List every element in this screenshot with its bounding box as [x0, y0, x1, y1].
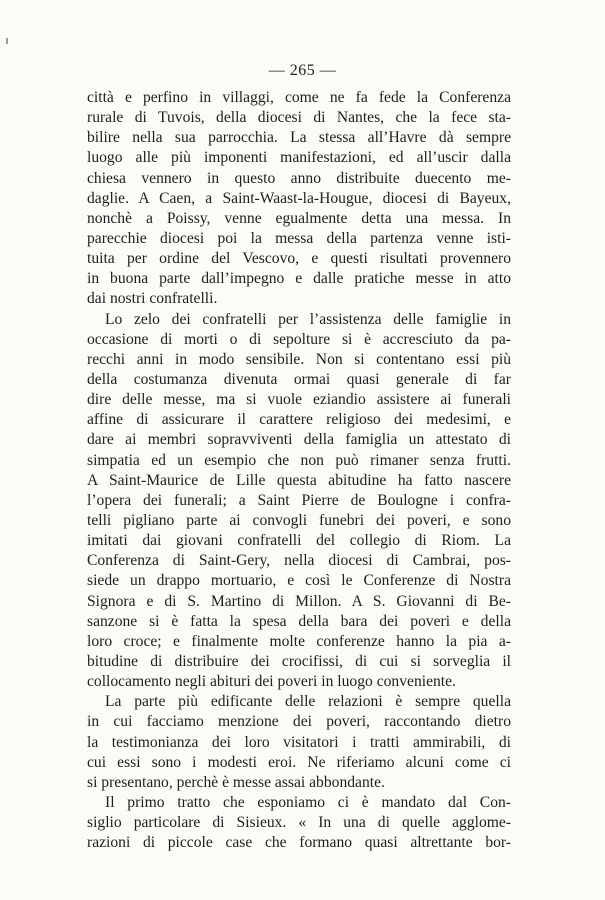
scan-speck: [6, 38, 8, 44]
text-line: la testimonianza dei loro visitatori i tratti ammirabili, di: [87, 733, 511, 751]
text-line: simpatia ed un esempio che non può rimaner senza frutti.: [87, 451, 511, 469]
text-line: Il primo tratto che esponiamo ci è mandato dal Con-: [105, 793, 511, 811]
text-line: della costumanza divenuta ormai quasi generale di far: [87, 370, 511, 388]
text-line: chiesa vennero in questo anno distribuite duecento me-: [87, 169, 511, 187]
text-line: Conferenza di Saint-Gery, nella diocesi di Cambrai, pos-: [87, 552, 511, 570]
text-line: razioni di piccole case che formano quasi altrettante bor-: [87, 834, 511, 852]
text-line: Lo zelo dei confratelli per l’assistenza delle famiglie in: [105, 310, 511, 328]
text-line: telli pigliano parte ai convogli funebri dei poveri, e sono: [87, 511, 511, 529]
text-line: in buona parte dall’impegno e dalle pratiche messe in atto: [87, 270, 511, 288]
text-line: collocamento negli abituri dei poveri in luogo conveniente.: [87, 673, 456, 691]
text-line: dai nostri confratelli.: [87, 290, 218, 308]
text-line: occasione di morti o di sepolture si è accresciuto da pa-: [87, 330, 511, 348]
text-line: bitudine di distribuire dei crocifissi, di cui si sorveglia il: [87, 652, 511, 670]
text-line: città e perfino in villaggi, come ne fa fede la Conferenza: [87, 89, 511, 106]
text-line: La parte più edificante delle relazioni è sempre quella: [105, 693, 511, 711]
text-line: Signora e di S. Martino di Millon. A S. Giovanni di Be-: [87, 592, 511, 610]
text-line: l’opera dei funerali; a Saint Pierre de Boulogne i confra-: [87, 491, 511, 509]
text-line: dare ai membri sopravviventi della famiglia un attestato di: [87, 431, 511, 449]
page-number: — 265 —: [268, 62, 337, 79]
text-line: parecchie diocesi poi la messa della partenza venne isti-: [87, 229, 511, 247]
text-line: rurale di Tuvois, della diocesi di Nantes, che la fece sta-: [87, 109, 511, 127]
text-line: siede un drappo mortuario, e così le Conferenze di Nostra: [87, 572, 511, 590]
text-line: imitati dai giovani confratelli del collegio di Riom. La: [87, 532, 511, 550]
text-line: tuita per ordine del Vescovo, e questi risultati provennero: [87, 250, 511, 268]
text-line: luogo alle più imponenti manifestazioni, ed all’uscir dalla: [87, 149, 511, 167]
text-line: in cui facciamo menzione dei poveri, raccontando dietro: [87, 713, 511, 731]
text-line: affine di assicurare il carattere religioso dei medesimi, e: [87, 411, 511, 429]
body-text: [87, 88, 511, 853]
text-line: daglie. A Caen, a Saint-Waast-la-Hougue, diocesi di Bayeux,: [87, 189, 511, 207]
text-line: cui essi sono i modesti eroi. Ne riferiamo alcuni come ci: [87, 753, 511, 771]
text-line: nonchè a Poissy, venne egualmente detta una messa. In: [87, 209, 511, 227]
text-line: bilire nella sua parrocchia. La stessa all’Havre dà sempre: [87, 129, 511, 147]
text-line: dire delle messe, ma si vuole eziandio assistere ai funerali: [87, 391, 511, 409]
text-line: loro croce; e finalmente molte conferenze hanno la pia a-: [87, 632, 511, 650]
text-line: recchi anni in modo sensibile. Non si contentano essi più: [87, 350, 511, 368]
text-line: siglio particolare di Sisieux. « In una di quelle agglome-: [87, 814, 511, 832]
text-line: A Saint-Maurice de Lille questa abitudine ha fatto nascere: [87, 471, 511, 489]
text-line: si presentano, perchè è messe assai abbondante.: [87, 773, 385, 791]
text-line: sanzone si è fatta la spesa della bara dei poveri e della: [87, 612, 511, 630]
